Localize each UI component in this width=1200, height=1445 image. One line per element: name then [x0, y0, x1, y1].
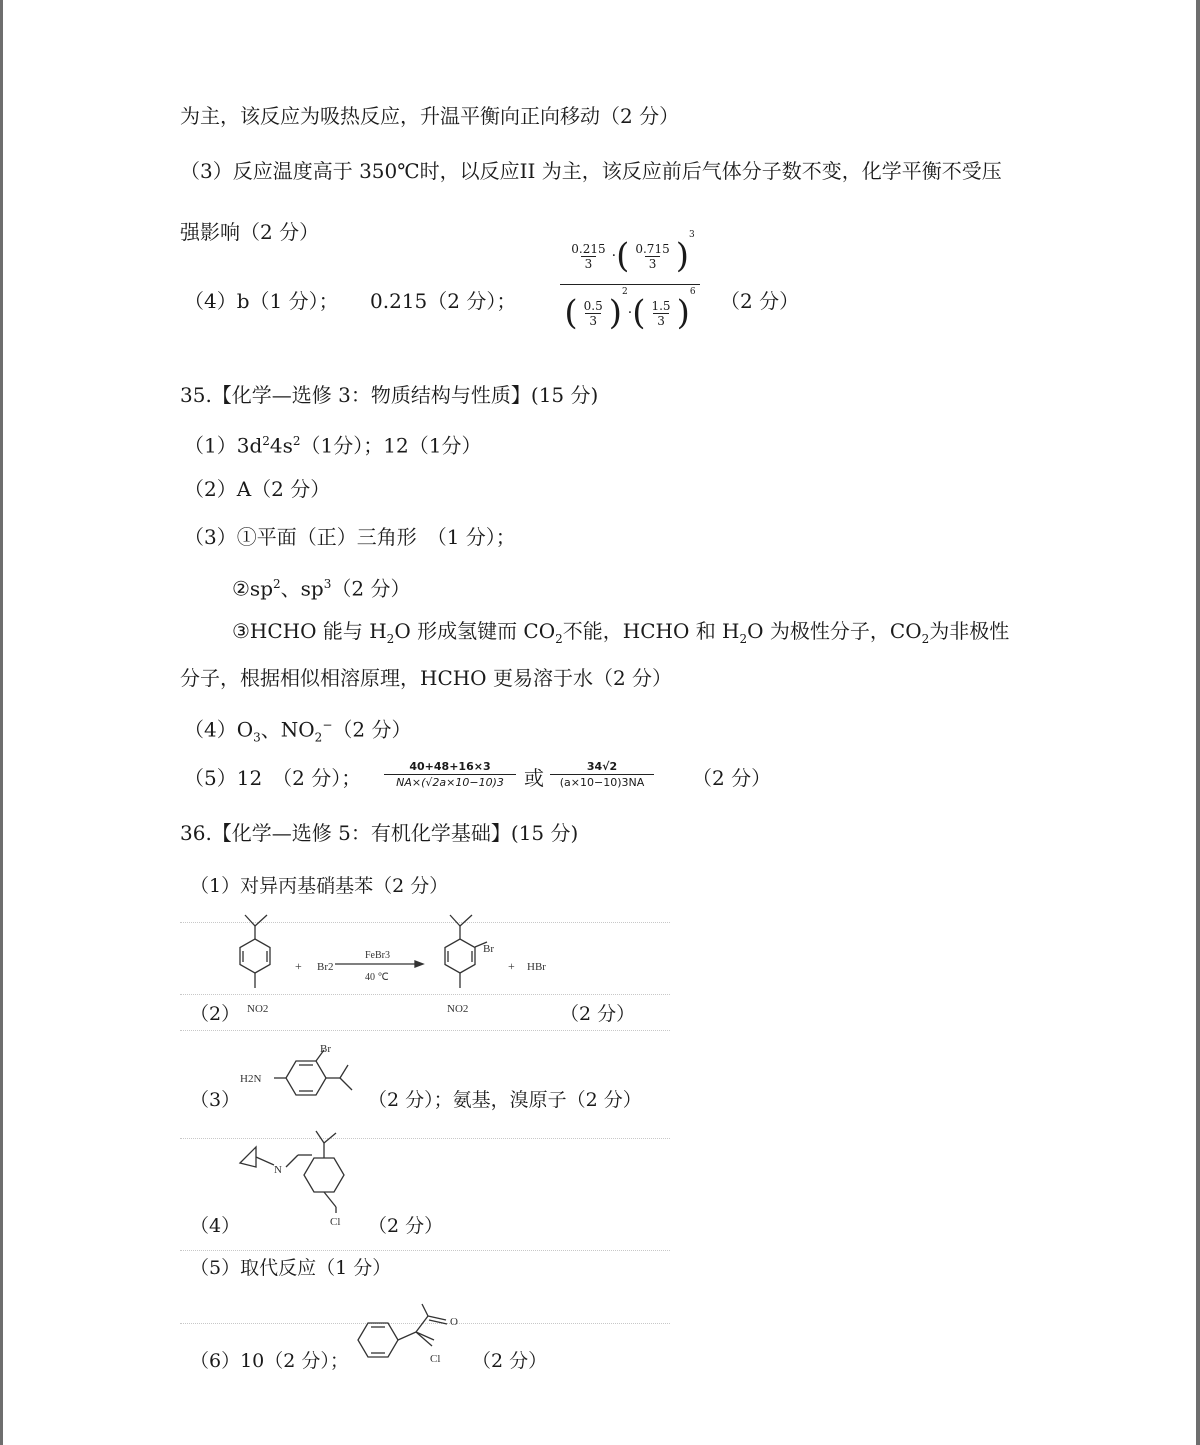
answer-36-4-score: （2 分）	[368, 1215, 444, 1237]
svg-text:N: N	[274, 1164, 282, 1176]
svg-text:O: O	[450, 1316, 458, 1328]
svg-text:FeBr3: FeBr3	[365, 950, 390, 961]
svg-text:NO2: NO2	[447, 1003, 469, 1015]
answer-35-5: （5）12 （2 分）；	[184, 766, 362, 790]
svg-text:Br: Br	[320, 1043, 331, 1055]
svg-text:Br: Br	[483, 943, 494, 955]
svg-text:+: +	[508, 959, 515, 973]
section-36-heading: 36.【化学—选修 5：有机化学基础】(15 分)	[180, 821, 579, 845]
answer-36-2-label: （2）	[190, 1003, 241, 1025]
svg-text:NO2: NO2	[247, 1003, 269, 1015]
svg-text:H2N: H2N	[240, 1073, 262, 1085]
density-formula-1: 40+48+16×3 NA×(√2a×10−10)3	[384, 760, 516, 791]
answer-4-score: （2 分）	[720, 289, 800, 313]
answer-36-5: （5）取代反应（1 分）	[190, 1257, 392, 1279]
answer-35-5-score: （2 分）	[692, 766, 772, 790]
text-line: 分子，根据相似相溶原理，HCHO 更易溶于水（2 分）	[180, 666, 673, 690]
divider	[180, 1250, 670, 1251]
density-formula-2: 34√2 (a×10−10)3NA	[550, 760, 654, 791]
svg-text:+: +	[295, 959, 302, 973]
answer-4-value: 0.215（2 分）；	[370, 289, 517, 313]
answer-36-3-text: （2 分）；氨基，溴原子（2 分）	[368, 1089, 642, 1111]
equilibrium-constant-formula: $\frac{0.215}{3}$ · ( $\frac{0.715}{3}$ ) 3 ( $\frac{0.5}{3}$ ) 2 · ( $\frac{1.5}{3}$ ) 6	[560, 230, 700, 339]
answer-36-1: （1）对异丙基硝基苯（2 分）	[190, 875, 449, 897]
divider	[180, 1030, 670, 1031]
svg-text:Br2: Br2	[317, 961, 334, 973]
svg-text:Cl: Cl	[430, 1353, 441, 1365]
svg-text:Cl: Cl	[330, 1216, 341, 1228]
answer-36-6-score: （2 分）	[472, 1350, 548, 1372]
page-border-right	[1196, 0, 1200, 1445]
answer-35-3-2: $②sp^2$、$sp^3(2$ 分）	[232, 576, 411, 601]
bromination-reaction-scheme	[225, 910, 585, 1025]
chloroketone-structure	[352, 1302, 472, 1372]
text-line: 为主，该反应为吸热反应，升温平衡向正向移动（2 分）	[180, 104, 680, 128]
answer-36-2-score: （2 分）	[560, 1003, 636, 1025]
answer-35-4: $(4)O_3$、$NO_2^-(2$ 分）	[184, 717, 412, 745]
bromo-isopropylaniline-structure	[236, 1040, 376, 1115]
answer-36-4-label: （4）	[190, 1215, 241, 1237]
answer-35-1: $(1)3d^24s^2(1$分）；12（1分）	[184, 433, 482, 458]
answer-4-b: （4）b（1 分）；	[184, 289, 339, 313]
imine-product-structure	[236, 1125, 366, 1230]
answer-36-3-label: （3）	[190, 1089, 241, 1111]
or-text: 或	[524, 766, 544, 790]
answer-35-3-3: ③HCHO 能与 $H_2O$ 形成氢键而 $CO_2$不能，HCHO 和 $H_2O$ 为极性分子，$CO_2$为非极性	[232, 619, 1010, 646]
svg-text:40 ℃: 40 ℃	[365, 972, 389, 983]
answer-36-6-label: （6）10（2 分）；	[190, 1350, 349, 1372]
answer-35-3: （3）①平面（正）三角形 （1 分）；	[184, 525, 516, 549]
answer-35-2: （2）A（2 分）	[184, 477, 331, 501]
text-line: 强影响（2 分）	[180, 220, 320, 244]
text-line: （3）反应温度高于 350℃时，以反应II 为主，该反应前后气体分子数不变，化学平衡不受压	[180, 159, 1002, 183]
svg-text:HBr: HBr	[527, 961, 546, 973]
page-border-left	[0, 0, 3, 1445]
section-35-heading: 35.【化学—选修 3：物质结构与性质】(15 分)	[180, 383, 599, 407]
